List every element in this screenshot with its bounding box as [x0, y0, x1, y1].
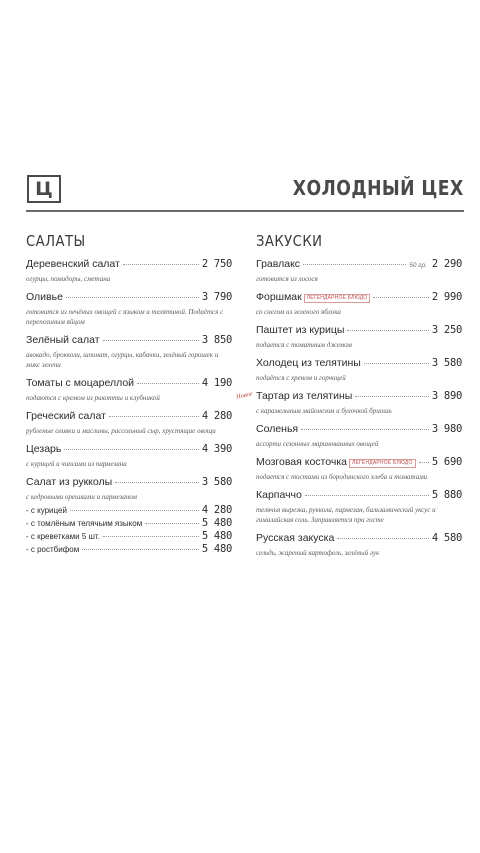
menu-item — [256, 489, 462, 525]
leader-dots — [355, 396, 429, 397]
menu-item — [26, 476, 232, 556]
menu-item — [256, 324, 462, 350]
item-price: 4 190 — [201, 377, 232, 389]
option-price: 5 480 — [201, 530, 232, 542]
leader-dots — [145, 523, 199, 524]
leader-dots — [419, 462, 429, 463]
leader-dots — [137, 383, 199, 384]
leader-dots — [103, 340, 199, 341]
leader-dots — [115, 482, 199, 483]
item-name: Соленья — [256, 423, 299, 435]
leader-dots — [364, 363, 429, 364]
leader-dots — [64, 449, 199, 450]
item-price: 2 290 — [431, 258, 462, 270]
leader-dots — [303, 264, 406, 265]
header-divider — [26, 210, 464, 212]
leader-dots — [301, 429, 429, 430]
section-title-salads: САЛАТЫ — [26, 232, 86, 250]
leader-dots — [109, 416, 199, 417]
item-description: подаётся с хреном и горчицей — [256, 374, 346, 382]
salads-section — [26, 232, 232, 563]
page-title: ХОЛОДНЫЙ ЦЕХ — [293, 176, 464, 200]
option-name: - с креветками 5 шт. — [26, 532, 100, 541]
item-name: Холодец из телятины — [256, 357, 361, 369]
option-row — [26, 517, 232, 530]
leader-dots — [347, 330, 428, 331]
item-price: 5 690 — [431, 456, 462, 468]
starters-section — [235, 232, 462, 565]
menu-item — [256, 291, 462, 317]
logo — [27, 175, 61, 203]
item-description: сельдь, жареный картофель, зелёный лук — [256, 549, 380, 557]
menu-item — [256, 532, 462, 558]
item-price: 2 750 — [201, 258, 232, 270]
item-description: телячья вырезка, руккола, пармезан, бальзамический уксус и гималайская соль. Заправляется при госте — [256, 506, 436, 524]
page-header — [26, 172, 464, 212]
item-name: Салат из рукколы — [26, 476, 113, 488]
item-description: со снегом из зеленого яблока — [256, 308, 341, 316]
menu-item — [26, 443, 232, 469]
menu-item — [26, 291, 232, 327]
leader-dots — [337, 538, 429, 539]
item-description: огурцы, помидоры, сметана — [26, 275, 111, 283]
leader-dots — [103, 536, 199, 537]
item-price: 3 890 — [431, 390, 462, 402]
option-name: - с ростбифом — [26, 545, 80, 554]
leader-dots — [123, 264, 199, 265]
item-description: с карамельным майонезом и булочкой бриошь — [256, 407, 392, 415]
item-name: Тартар из телятины — [256, 390, 353, 402]
menu-item — [256, 258, 462, 284]
section-title-starters: ЗАКУСКИ — [256, 232, 323, 250]
item-description: подаются с кремом из рикотты и клубникой — [26, 394, 160, 402]
menu-item — [256, 456, 462, 482]
item-weight: 50 гр. — [409, 262, 427, 269]
legendary-badge: ЛЕГЕНДАРНОЕ БЛЮДО — [349, 459, 416, 468]
item-price: 4 280 — [201, 410, 232, 422]
item-description: подается с томатным джемом — [256, 341, 352, 349]
item-name: Гравлакс — [256, 258, 301, 270]
item-price: 5 880 — [431, 489, 462, 501]
menu-item — [26, 258, 232, 284]
item-price: 2 990 — [431, 291, 462, 303]
item-name: Зелёный салат — [26, 334, 100, 346]
item-description: готовится из лосося — [256, 275, 318, 283]
item-name: Греческий салат — [26, 410, 106, 422]
item-price: 3 580 — [431, 357, 462, 369]
item-name: Русская закуска — [256, 532, 335, 544]
logo-letter: Ц — [35, 177, 53, 200]
option-price: 4 280 — [201, 504, 232, 516]
item-options — [26, 504, 232, 556]
item-name: Деревенский салат — [26, 258, 120, 270]
option-row — [26, 504, 232, 517]
leader-dots — [66, 297, 199, 298]
item-description: ассорти сезонных маринованных овощей — [256, 440, 379, 448]
option-row — [26, 530, 232, 543]
legendary-badge: ЛЕГЕНДАРНОЕ БЛЮДО — [304, 294, 371, 303]
item-price: 4 390 — [201, 443, 232, 455]
item-name: Карпаччо — [256, 489, 302, 501]
leader-dots — [82, 549, 199, 550]
item-description: подается с тостами из бородинского хлеба и томатами — [256, 473, 428, 481]
item-description: рубленые оливки и маслины, рассольный сыр, хрустящие овощи — [26, 427, 216, 435]
item-price: 3 250 — [431, 324, 462, 336]
item-description: с курицей и чипсами из пармезана — [26, 460, 127, 468]
leader-dots — [70, 510, 199, 511]
item-name: Паштет из курицы — [256, 324, 345, 336]
item-price: 3 850 — [201, 334, 232, 346]
item-price: 3 980 — [431, 423, 462, 435]
menu-item — [256, 423, 462, 449]
option-name: - с томлёным телячьим языком — [26, 519, 143, 528]
new-label: Новое — [235, 390, 254, 401]
item-price: 3 580 — [201, 476, 232, 488]
item-description: с кедровыми орешками и пармезаном — [26, 493, 137, 501]
item-name: Оливье — [26, 291, 63, 303]
item-price: 4 580 — [431, 532, 462, 544]
option-row — [26, 543, 232, 556]
item-price: 3 790 — [201, 291, 232, 303]
item-name: Томаты с моцареллой — [26, 377, 135, 389]
option-name: - с курицей — [26, 506, 67, 515]
menu-item — [26, 377, 232, 403]
item-description: готовится из печёных овощей с языком и телятиной. Подаётся с перепелиным яйцом — [26, 308, 224, 326]
leader-dots — [305, 495, 429, 496]
item-name: Форшмак — [256, 291, 302, 303]
item-name: Цезарь — [26, 443, 62, 455]
menu-item — [256, 357, 462, 383]
option-price: 5 480 — [201, 543, 232, 555]
leader-dots — [373, 297, 429, 298]
menu-item — [26, 334, 232, 370]
menu-item — [235, 390, 462, 416]
item-name: Мозговая косточка — [256, 456, 347, 468]
item-description: авокадо, брокколи, шпинат, огурцы, кабачки, зелёный горошек и микс зелени — [26, 351, 219, 369]
menu-item — [26, 410, 232, 436]
option-price: 5 480 — [201, 517, 232, 529]
